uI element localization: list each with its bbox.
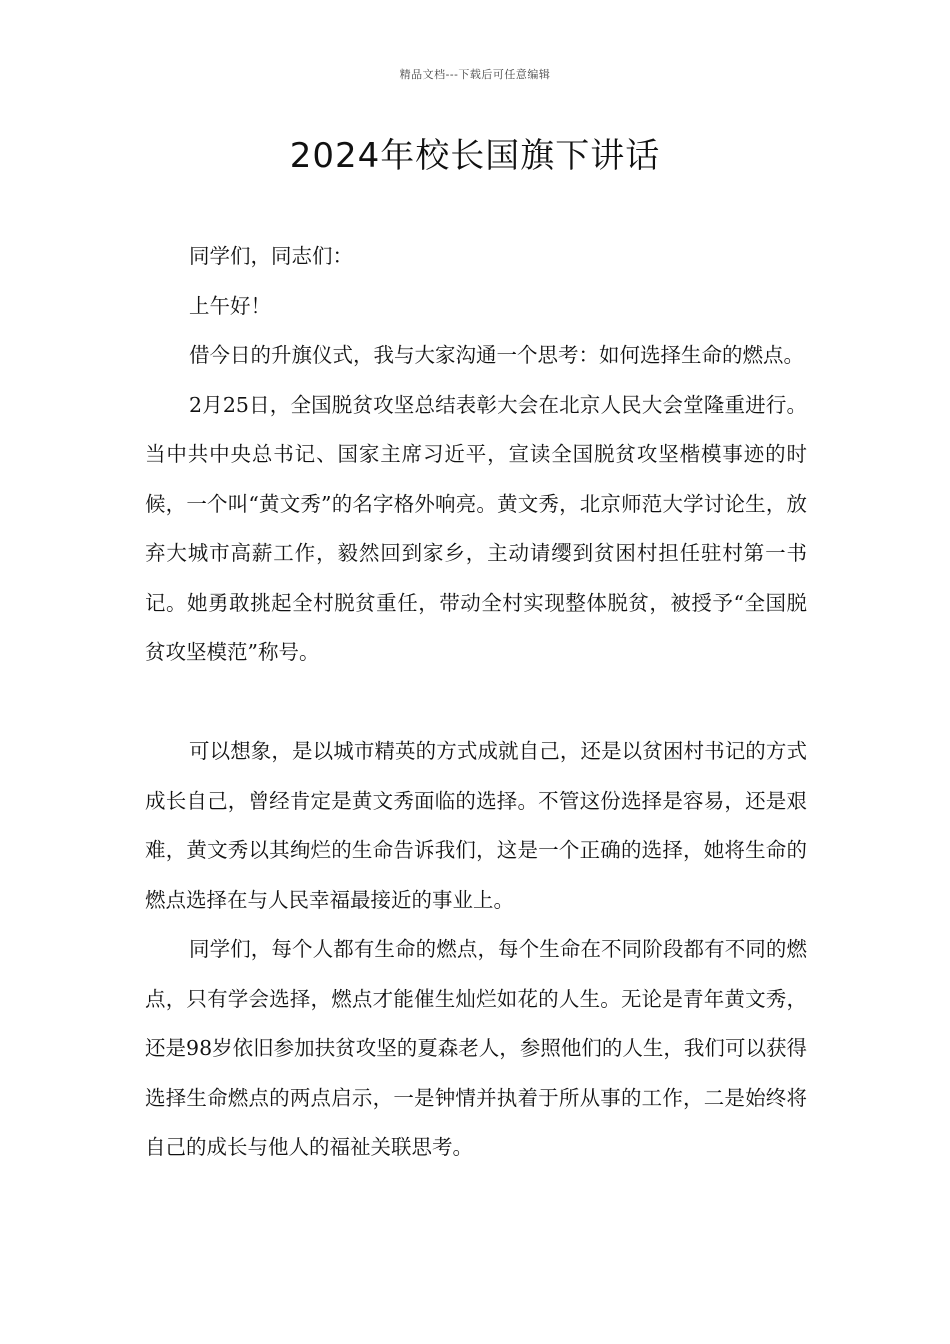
paragraph-lessons: 同学们，每个人都有生命的燃点，每个生命在不同阶段都有不同的燃点，只有学会选择，燃点才能催生灿烂如花的人生。无论是青年黄文秀，还是98岁依旧参加扶贫攻坚的夏森老人，参照他们的人生，我们可以获得选择生命燃点的两点启示，一是钟情并执着于所从事的工作，二是始终将自己的成长与他人的福祉关联思考。 [145,937,807,1159]
paragraph-good-morning: 上午好！ [189,293,271,318]
header-note: 精品文档---下载后可任意编辑 [399,68,551,81]
paragraph-greeting: 同学们，同志们： [189,244,353,268]
paragraph-intro: 借今日的升旗仪式，我与大家沟通一个思考：如何选择生命的燃点。 [189,343,804,367]
paragraph-huang-wenxiu: 2月25日，全国脱贫攻坚总结表彰大会在北京人民大会堂隆重进行。当中共中央总书记、国家主席习近平，宣读全国脱贫攻坚楷模事迹的时候，一个叫“黄文秀”的名字格外响亮。黄文秀，北京师范大学讨论生，放弃大城市高薪工作，毅然回到家乡，主动请缨到贫困村担任驻村第一书记。她勇敢挑起全村脱贫重任，带动全村实现整体脱贫，被授予“全国脱贫攻坚模范”称号。 [145,392,807,664]
paragraph-choice: 可以想象，是以城市精英的方式成就自己，还是以贫困村书记的方式成长自己，曾经肯定是黄文秀面临的选择。不管这份选择是容易，还是艰难，黄文秀以其绚烂的生命告诉我们，这是一个正确的选择，她将生命的燃点选择在与人民幸福最接近的事业上。 [145,739,807,912]
document-title: 2024年校长国旗下讲话 [289,136,661,176]
document-body [145,232,807,1173]
